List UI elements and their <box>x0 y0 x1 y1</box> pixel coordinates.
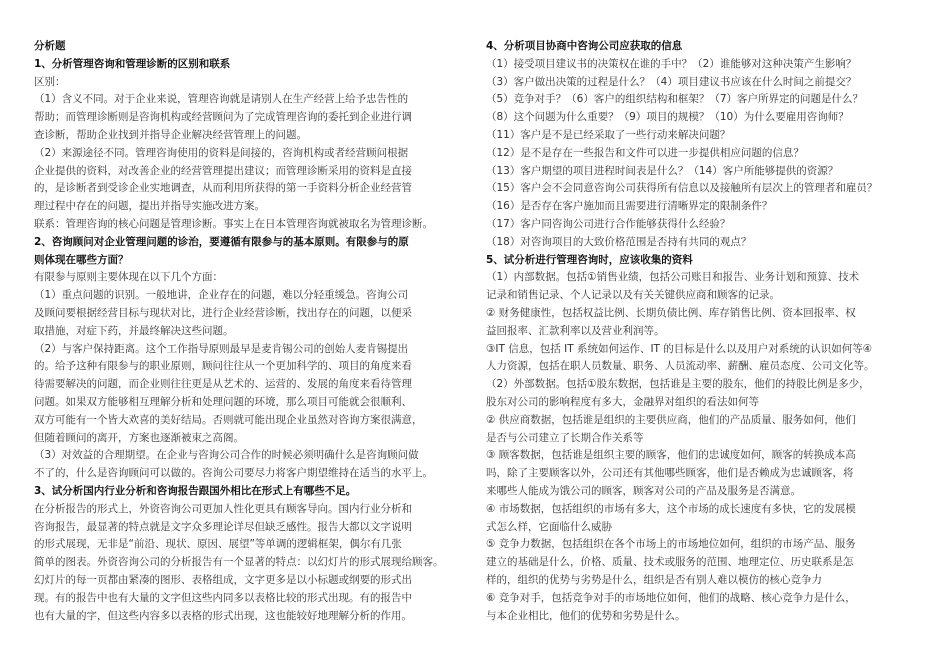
text-line: 待需要解决的问题，而企业则往往更是从艺术的、运营的、发展的角度来看待管理 <box>34 378 412 391</box>
text-line: （3）客户做出决策的过程是什么？（4）项目建议书应该在什么时间之前提交？ <box>486 75 857 88</box>
section-heading: 则体现在哪些方面？ <box>34 253 129 266</box>
left-column <box>34 38 462 625</box>
text-line: ⑤ 竞争力数据，包括组织在各个市场上的市场地位如何，组织的市场产品、服务 <box>486 538 856 551</box>
text-line: （5）竞争对手？（6）客户的组织结构和框架？（7）客户所界定的问题是什么？ <box>486 93 864 106</box>
text-line: ② 供应商数据，包括谁是组织的主要供应商，他们的产品质量、服务如何，他们 <box>486 413 856 426</box>
text-line: 简单的图表。外资咨询公司的分析报告有一个显著的特点：以幻灯片的形式展现给顾客。 <box>34 556 444 569</box>
right-column <box>486 38 914 625</box>
text-line: 问题。如果双方能够相互理解分析和处理问题的环境，那么项目可能就会很顺利、 <box>34 395 412 408</box>
text-line: 在分析报告的形式上，外资咨询公司更加人性化更具有顾客导向。国内行业分析和 <box>34 502 412 515</box>
text-line: （2）外部数据。包括①股东数据，包括谁是主要的股东，他们的持股比例是多少， <box>486 378 870 391</box>
text-line: 人力资源，包括在职人员数量、职务、人员流动率、薪酬、雇员态度、公司文化等。 <box>486 360 875 373</box>
text-line: （1）含义不同。对于企业来说，管理咨询就是请别人在生产经营上给予忠告性的 <box>34 93 409 106</box>
text-line: ⑥ 竞争对手，包括竞争对手的市场地位如何，他们的战略、核心竞争力是什么， <box>486 591 856 604</box>
text-line: 不了的，什么是咨询顾问可以做的。咨询公司要尽力将客户期望维持在适当的水平上。 <box>34 467 433 480</box>
text-line: （3）对效益的合理期望。在企业与咨询公司合作的时候必须明确什么是咨询顾问做 <box>34 449 419 462</box>
text-line: 样的，组织的优势与劣势是什么，组织是否有别人难以模仿的核心竞争力 <box>486 573 822 586</box>
text-line: （8）这个问题为什么重要？（9）项目的规模？（10）为什么要雇用咨询师？ <box>486 111 849 124</box>
text-line: 查诊断，帮助企业找到并指导企业解决经营管理上的问题。 <box>34 128 307 141</box>
text-line: 式怎么样，它面临什么威胁 <box>486 520 612 533</box>
text-line: （18）对咨询项目的大致价格范围是否持有共同的观点？ <box>486 235 752 248</box>
section-heading: 3、试分析国内行业分析和咨询报告跟国外相比在形式上有哪些不足。 <box>34 484 357 497</box>
text-line: 双方可能有一个皆大欢喜的美好结局。否则就可能出现企业虽然对咨询方案很满意， <box>34 413 423 426</box>
text-line: ② 财务健康性，包括权益比例、长期负债比例、库存销售比例、资本回报率、权 <box>486 306 856 319</box>
text-line: 帮助；而管理诊断则是咨询机构或经营顾问为了完成管理咨询的委托到企业进行调 <box>34 111 412 124</box>
text-line: 咨询报告，最显著的特点就是文字众多理论详尽但缺乏感性。报告大都以文字说明 <box>34 520 412 533</box>
section-heading: 5、试分析进行管理咨询时，应该收集的资料 <box>486 253 693 266</box>
text-line: （13）客户期望的项目进程时间表是什么？（14）客户所能够提供的资源？ <box>486 164 839 177</box>
text-line: （1）重点问题的识别。一般地讲，企业存在的问题，难以分轻重缓急。咨询公司 <box>34 289 409 302</box>
text-line: （2）与客户保持距离。这个工作指导原则最早是麦肯锡公司的创始人麦肯锡提出 <box>34 342 409 355</box>
text-line: ④ 市场数据，包括组织的市场有多大，这个市场的成长速度有多快，它的发展模 <box>486 502 856 515</box>
text-line: 及顾问要根据经营目标与现状对比，进行企业经营诊断，找出存在的问题，以便采 <box>34 306 412 319</box>
section-heading: 2、咨询顾问对企业管理问题的诊治，要遵循有限参与的基本原则。有限参与的原 <box>34 235 409 248</box>
text-line: 与本企业相比，他们的优势和劣势是什么。 <box>486 609 686 622</box>
text-line: 益回报率、汇款利率以及营业利润等。 <box>486 324 665 337</box>
text-line: （16）是否存在客户施加而且需要进行清晰界定的限制条件？ <box>486 200 773 213</box>
section-heading: 分析题 <box>34 40 66 52</box>
text-line: （15）客户会不会同意咨询公司获得所有信息以及接触所有层次上的管理者和雇员？ <box>486 182 878 195</box>
text-line: ③ 顾客数据，包括谁是组织主要的顾客，他们的忠诚度如何，顾客的转换成本高 <box>486 449 856 462</box>
text-line: 建立的基础是什么，价格、质量、技术或服务的范围、地理定位、历史联系是怎 <box>486 556 854 569</box>
text-line: 有限参与原则主要体现在以下几个方面： <box>34 271 223 284</box>
text-line: ③IT 信息，包括 IT 系统如何运作、IT 的目标是什么以及用户对系统的认识如何等④ <box>486 342 873 355</box>
text-line: 理过程中存在的问题，提出并指导实施改进方案。 <box>34 200 265 213</box>
text-line: 的，是诊断者到受诊企业实地调查，从而利用所获得的第一手资料分析企业经营管 <box>34 182 412 195</box>
text-line: （17）客户同咨询公司进行合作能够获得什么经验？ <box>486 217 731 230</box>
text-line: 联系：管理咨询的核心问题是管理诊断。事实上在日本管理咨询就被取名为管理诊断。 <box>34 217 433 230</box>
text-line: （2）来源途径不同。管理咨询使用的资料是间接的，咨询机构或者经营顾问根据 <box>34 146 409 159</box>
text-line: 的。给予这种有限参与的职业原则，顾问往往从一个更加科学的、项目的角度来看 <box>34 360 412 373</box>
section-heading: 1、分析管理咨询和管理诊断的区别和联系 <box>34 57 231 70</box>
text-line: 也有大量的字，但这些内容多以表格的形式出现，这也能较好地理解分析的作用。 <box>34 609 412 622</box>
text-line: 来哪些人能成为饿公司的顾客，顾客对公司的产品及服务是否满意。 <box>486 484 801 497</box>
section-heading: 4、分析项目协商中咨询公司应获取的信息 <box>486 40 683 52</box>
text-line: 的形式展现，无非是“前沿、现状、原因、展望”等单调的逻辑框架，偶尔有几张 <box>34 538 402 551</box>
text-line: （12）是不是存在一些报告和文件可以进一步提供相应问题的信息？ <box>486 146 804 159</box>
text-line: 现。有的报告中也有大量的文字但这些内同多以表格比较的形式出现。有的报告中 <box>34 591 412 604</box>
text-line: （1）接受项目建议书的决策权在谁的手中？（2）谁能够对这种决策产生影响？ <box>486 57 857 70</box>
text-line: （1）内部数据。包括①销售业绩，包括公司账目和报告、业务计划和预算、技术 <box>486 271 860 284</box>
text-line: 取措施，对症下药，并最终解决这些问题。 <box>34 324 234 337</box>
text-line: （11）客户是不是已经采取了一些行动来解决问题？ <box>486 128 731 141</box>
text-line: 是否与公司建立了长期合作关系等 <box>486 431 644 444</box>
text-line: 但随着顾问的离开，方案也逐渐被束之高阁。 <box>34 431 244 444</box>
text-line: 幻灯片的每一页都由紧凑的图形、表格组成，文字更多是以小标题或纲要的形式出 <box>34 573 412 586</box>
text-line: 企业提供的资料，对改善企业的经营管理提出建议；而管理诊断采用的资料是直接 <box>34 164 412 177</box>
text-line: 记录和销售记录、个人记录以及有关关键供应商和顾客的记录。 <box>486 289 780 302</box>
text-line: 区别： <box>34 75 66 88</box>
text-line: 吗，除了主要顾客以外，公司还有其他哪些顾客，他们是否赖成为忠诚顾客，将 <box>486 467 854 480</box>
text-line: 股东对公司的影响程度有多大，金融界对组织的看法如何等 <box>486 395 759 408</box>
